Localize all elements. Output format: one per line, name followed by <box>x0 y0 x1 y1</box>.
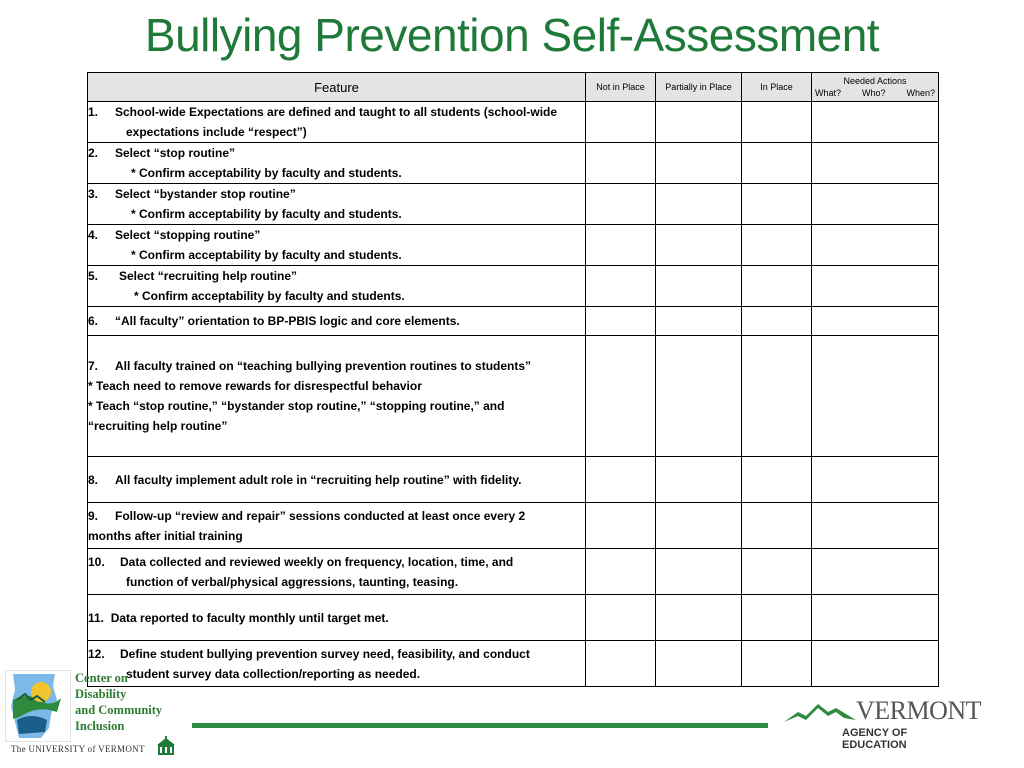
needed-actions-cell[interactable] <box>812 457 939 503</box>
in-place-cell[interactable] <box>742 266 812 307</box>
partially-in-place-cell[interactable] <box>656 266 742 307</box>
table-row <box>88 595 939 641</box>
mountain-icon <box>784 698 856 726</box>
not-in-place-cell[interactable] <box>586 595 656 641</box>
table-row <box>88 307 939 336</box>
self-assessment-table <box>87 72 939 687</box>
feature-cell-6: 6. “All faculty” orientation to BP-PBIS logic and core elements. <box>88 307 586 336</box>
feature-cell-9: 9. Follow-up “review and repair” sessions conducted at least once every 2 months after initial training <box>88 503 586 549</box>
partially-in-place-cell[interactable] <box>656 102 742 143</box>
table-row <box>88 143 939 184</box>
partially-in-place-cell[interactable] <box>656 549 742 595</box>
partially-in-place-cell[interactable] <box>656 307 742 336</box>
feature-cell-2: 2. Select “stop routine” * Confirm acceptability by faculty and students. <box>88 143 586 184</box>
page-title: Bullying Prevention Self-Assessment <box>144 9 880 61</box>
cdci-wordmark: Center on Disability and Community Inclusion <box>75 671 163 733</box>
not-in-place-cell[interactable] <box>586 503 656 549</box>
not-in-place-cell[interactable] <box>586 143 656 184</box>
in-place-cell[interactable] <box>742 184 812 225</box>
not-in-place-cell[interactable] <box>586 457 656 503</box>
uvm-wordmark: The UNIVERSITY of VERMONT <box>11 744 145 754</box>
in-place-cell[interactable] <box>742 457 812 503</box>
not-in-place-cell[interactable] <box>586 336 656 457</box>
in-place-cell[interactable] <box>742 102 812 143</box>
not-in-place-cell[interactable] <box>586 266 656 307</box>
partially-in-place-cell[interactable] <box>656 503 742 549</box>
partially-in-place-header: Partially in Place <box>656 73 742 102</box>
table-row <box>88 503 939 549</box>
partially-in-place-cell[interactable] <box>656 641 742 687</box>
feature-cell-7: 7. All faculty trained on “teaching bullying prevention routines to students” * Teach need to remove rewards for disrespectful behavior * Teach “stop routine,” “bystander stop routine,” “stopping routine,” and “recruiting help routine” <box>88 336 586 457</box>
needed-actions-cell[interactable] <box>812 143 939 184</box>
needed-actions-cell[interactable] <box>812 266 939 307</box>
needed-actions-cell[interactable] <box>812 102 939 143</box>
not-in-place-cell[interactable] <box>586 307 656 336</box>
what-subheader: What? <box>815 88 842 98</box>
in-place-cell[interactable] <box>742 549 812 595</box>
needed-actions-title: Needed Actions <box>843 76 907 86</box>
vermont-state-map-icon <box>5 670 71 742</box>
partially-in-place-cell[interactable] <box>656 225 742 266</box>
table-header-row <box>88 73 939 102</box>
table-row <box>88 457 939 503</box>
feature-cell-10: 10. Data collected and reviewed weekly on frequency, location, time, and function of verbal/physical aggressions, taunting, teasing. <box>88 549 586 595</box>
when-subheader: When? <box>906 88 935 98</box>
needed-actions-cell[interactable] <box>812 307 939 336</box>
agency-of-education-label: AGENCY OF EDUCATION <box>842 727 908 751</box>
feature-cell-1: 1. School-wide Expectations are defined and taught to all students (school-wide expectations include “respect”) <box>88 102 586 143</box>
in-place-cell[interactable] <box>742 307 812 336</box>
not-in-place-cell[interactable] <box>586 102 656 143</box>
partially-in-place-cell[interactable] <box>656 457 742 503</box>
feature-header: Feature <box>88 73 586 102</box>
needed-actions-cell[interactable] <box>812 184 939 225</box>
in-place-header: In Place <box>742 73 812 102</box>
feature-cell-3: 3. Select “bystander stop routine” * Confirm acceptability by faculty and students. <box>88 184 586 225</box>
in-place-cell[interactable] <box>742 225 812 266</box>
footer-divider <box>192 723 768 728</box>
partially-in-place-cell[interactable] <box>656 336 742 457</box>
table-row <box>88 336 939 457</box>
vermont-aoe-logo <box>784 694 982 751</box>
in-place-cell[interactable] <box>742 595 812 641</box>
in-place-cell[interactable] <box>742 503 812 549</box>
not-in-place-cell[interactable] <box>586 641 656 687</box>
feature-cell-5: 5. Select “recruiting help routine” * Confirm acceptability by faculty and students. <box>88 266 586 307</box>
needed-actions-cell[interactable] <box>812 641 939 687</box>
not-in-place-cell[interactable] <box>586 549 656 595</box>
table-row <box>88 641 939 687</box>
vermont-wordmark: VERMONT <box>856 696 982 725</box>
feature-cell-11: 11. Data reported to faculty monthly until target met. <box>88 595 586 641</box>
who-subheader: Who? <box>861 88 886 98</box>
feature-cell-8: 8. All faculty implement adult role in “recruiting help routine” with fidelity. <box>88 457 586 503</box>
in-place-cell[interactable] <box>742 336 812 457</box>
in-place-cell[interactable] <box>742 641 812 687</box>
not-in-place-header: Not in Place <box>586 73 656 102</box>
feature-cell-4: 4. Select “stopping routine” * Confirm acceptability by faculty and students. <box>88 225 586 266</box>
table-row <box>88 102 939 143</box>
needed-actions-cell[interactable] <box>812 336 939 457</box>
table-row <box>88 266 939 307</box>
needed-actions-cell[interactable] <box>812 549 939 595</box>
cdci-logo <box>5 670 185 764</box>
needed-actions-cell[interactable] <box>812 225 939 266</box>
partially-in-place-cell[interactable] <box>656 184 742 225</box>
table-row <box>88 549 939 595</box>
needed-actions-cell[interactable] <box>812 503 939 549</box>
uvm-building-icon <box>157 736 175 756</box>
needed-actions-cell[interactable] <box>812 595 939 641</box>
table-row <box>88 225 939 266</box>
partially-in-place-cell[interactable] <box>656 143 742 184</box>
feature-cell-12: 12. Define student bullying prevention survey need, feasibility, and conduct student survey data collection/reporting as needed. <box>88 641 586 687</box>
in-place-cell[interactable] <box>742 143 812 184</box>
not-in-place-cell[interactable] <box>586 225 656 266</box>
partially-in-place-cell[interactable] <box>656 595 742 641</box>
table-row <box>88 184 939 225</box>
needed-actions-header <box>812 73 939 102</box>
not-in-place-cell[interactable] <box>586 184 656 225</box>
